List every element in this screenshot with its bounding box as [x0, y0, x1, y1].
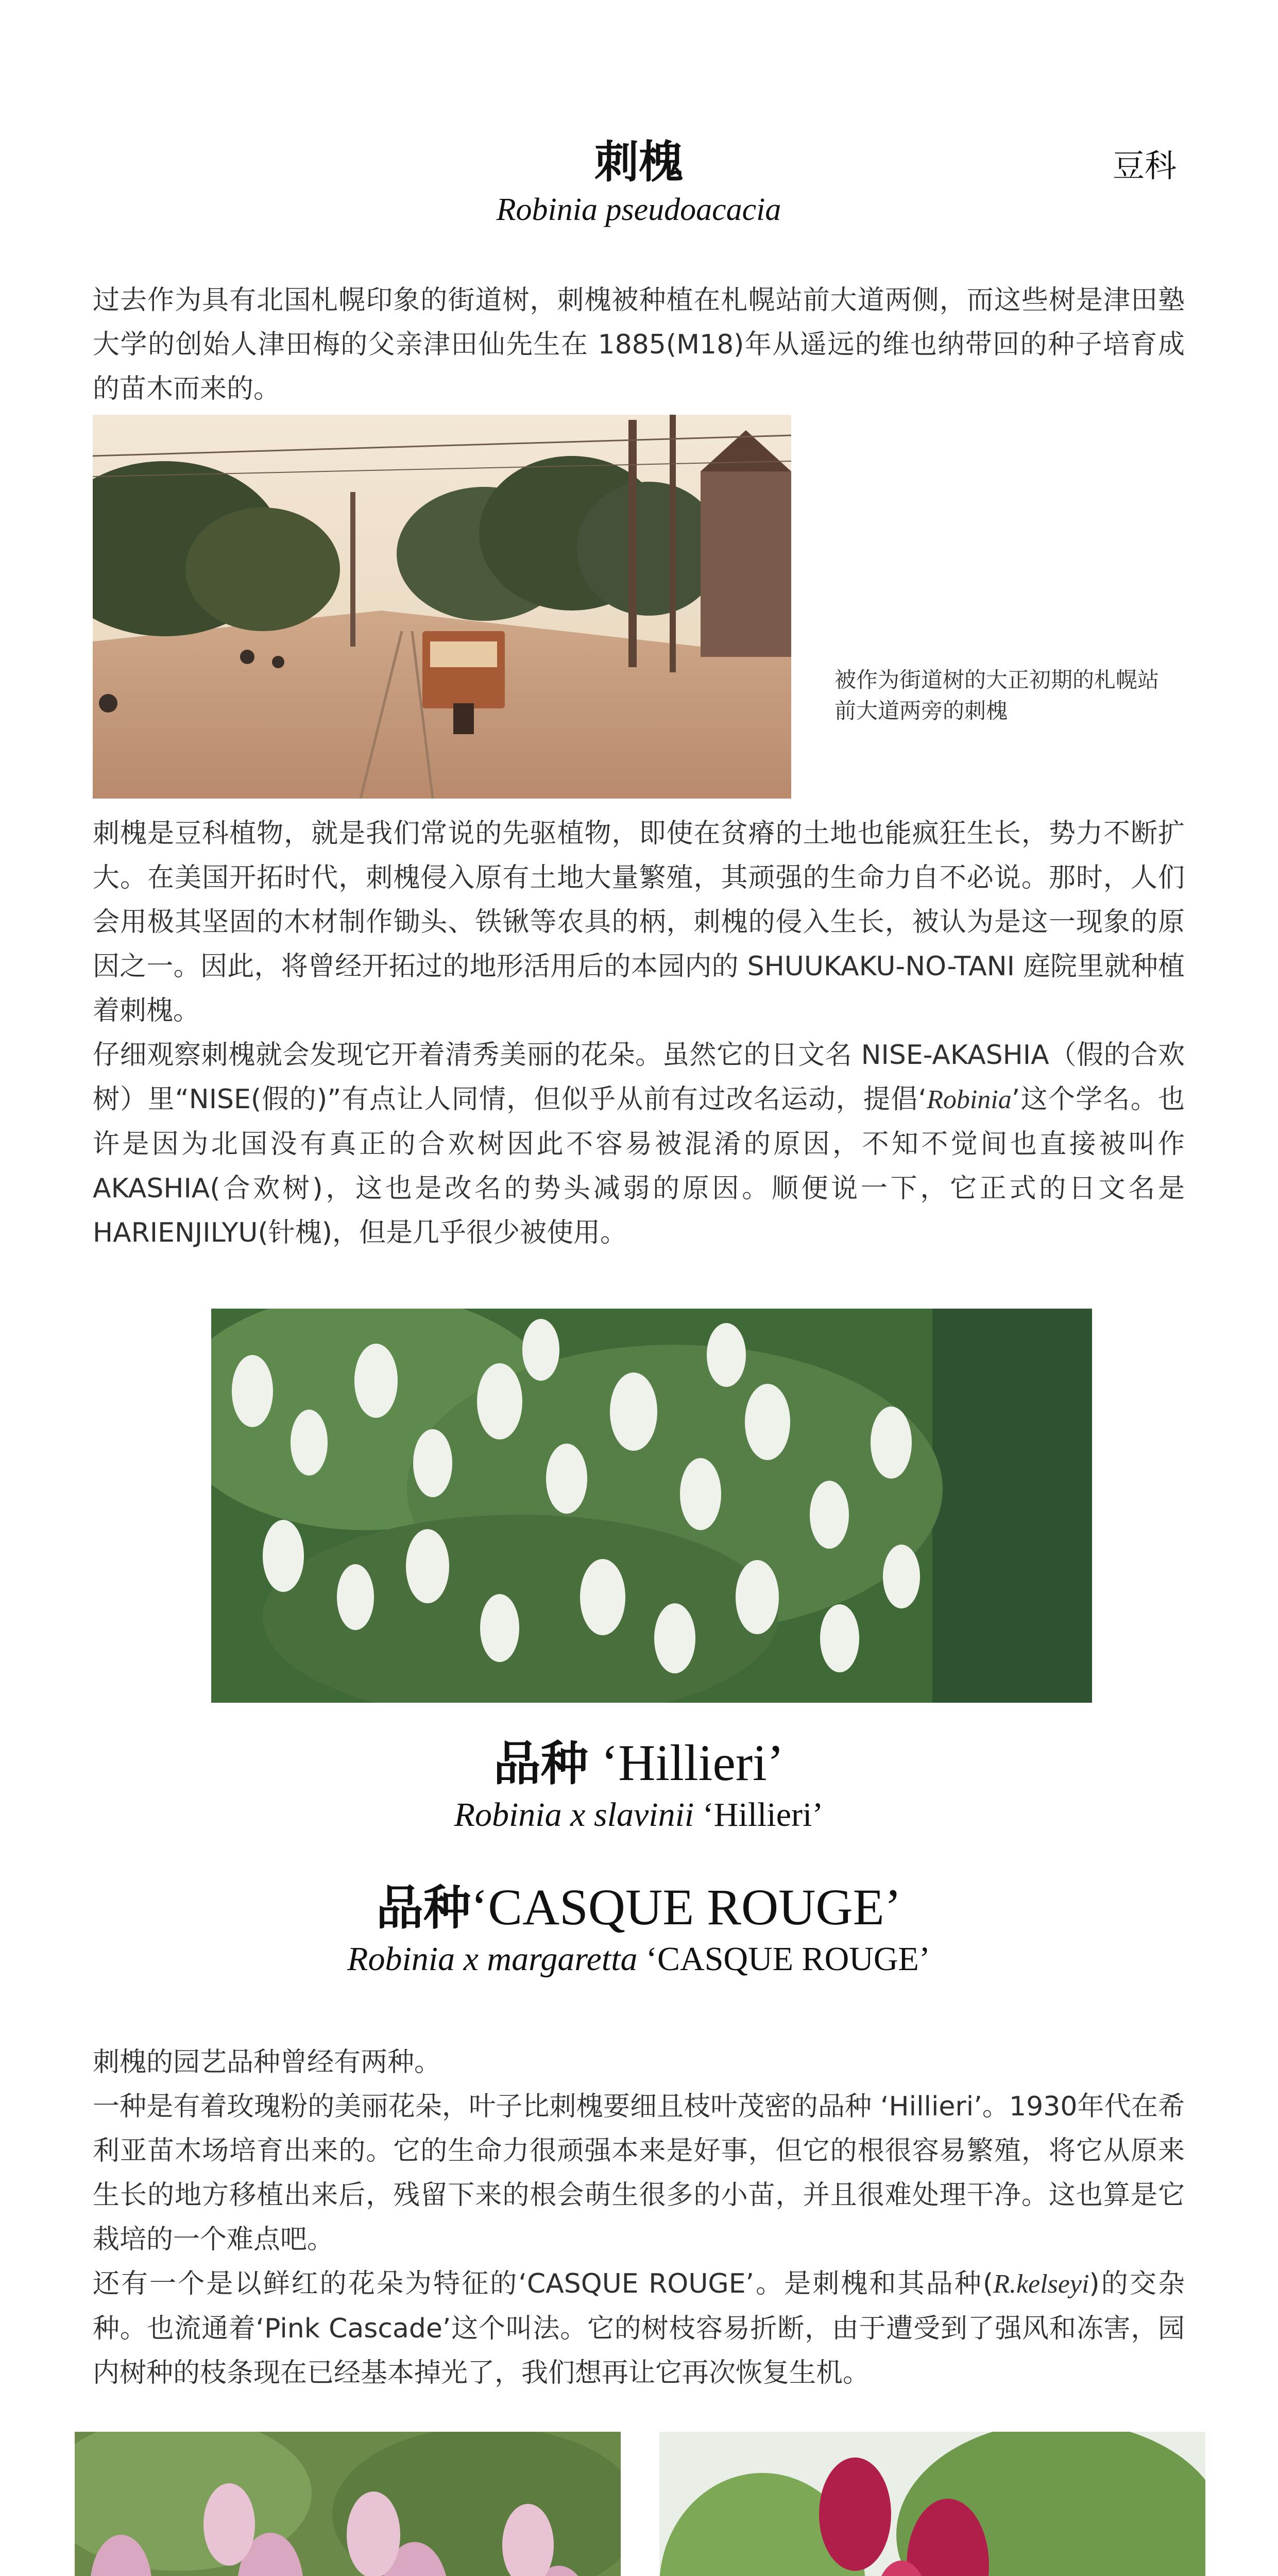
- intro-text: 过去作为具有北国札幌印象的街道树，刺槐被种植在札幌站前大道两侧，而这些树是津田塾大学的创始人津田梅的父亲津田仙先生在 1885(M18)年从遥远的维也纳带回的种子培育成的苗木而来的。: [93, 285, 1185, 404]
- intro-paragraph: [93, 278, 1185, 411]
- kelseyi-italic: R.kelseyi: [993, 2269, 1089, 2299]
- white-flowers-photo: [211, 1309, 1092, 1703]
- body-paragraph-2-b: ’这个学名。也许是因为北国没有真正的合欢树因此不容易被混淆的原因，不知不觉间也直接被叫作 AKASHIA(合欢树)，这也是改名的势头减弱的原因。顺便说一下，它正式的日文名是 HARIENJILYU(针槐)，但是几乎很少被使用。: [93, 1084, 1185, 1248]
- body-paragraph-2: [93, 1033, 1185, 1255]
- body-paragraph-2-a: 仔细观察刺槐就会发现它开着清秀美丽的花朵。虽然它的日文名 NISE-AKASHIA（假的合欢树）里“NISE(假的)”有点让人同情，但似乎从前有过改名运动，提倡‘: [93, 1040, 1185, 1115]
- cultivars-line-1: 刺槐的园艺品种曾经有两种。: [93, 2047, 441, 2078]
- cultivars-line-3-a: 还有一个是以鲜红的花朵为特征的‘CASQUE ROUGE’。是刺槐和其品种(: [93, 2268, 994, 2299]
- cultivar-hillieri-heading: [227, 1726, 1051, 1794]
- cultivar-casque-rouge-heading: [175, 1870, 1102, 1938]
- scientific-name: Robinia pseudoacacia: [496, 192, 781, 227]
- cultivar-casque-rouge-latin-name: Robinia x margaretta: [347, 1940, 638, 1978]
- cultivars-paragraphs: [93, 2040, 1185, 2395]
- cultivars-line-2: 一种是有着玫瑰粉的美丽花朵，叶子比刺槐要细且枝叶茂密的品种 ‘Hillieri’。1930年代在希利亚苗木场培育出来的。它的生命力很顽强本来是好事，但它的根很容易繁殖，将它从原来生长的地方移植出来后，残留下来的根会萌生很多的小苗，并且很难处理干净。这也算是它栽培的一个难点吧。: [93, 2091, 1185, 2255]
- historic-street-photo: [93, 415, 791, 799]
- plant-family: 豆科: [1113, 147, 1177, 184]
- body-paragraphs: [93, 811, 1185, 1255]
- pink-flowers-photo: [75, 2432, 621, 2576]
- cultivar-hillieri-heading-cjk: 品种: [493, 1736, 588, 1791]
- cultivar-hillieri-cultivar: ‘Hillieri’: [694, 1796, 824, 1834]
- cultivar-casque-rouge-heading-name: ‘CASQUE ROUGE’: [470, 1878, 902, 1936]
- cultivar-casque-rouge-latin: [175, 1940, 1102, 1979]
- cultivars-line-3: [93, 2262, 1185, 2395]
- cultivar-hillieri-latin: [227, 1795, 1051, 1835]
- red-flowers-photo: [659, 2432, 1205, 2576]
- cultivar-hillieri-latin-name: Robinia x slavinii: [454, 1796, 694, 1834]
- historic-street-caption: 被作为街道树的大正初期的札幌站前大道两旁的刺槐: [834, 667, 1160, 723]
- cultivar-casque-rouge-heading-cjk: 品种: [376, 1880, 471, 1936]
- page-title: 刺槐: [594, 137, 683, 188]
- cultivar-hillieri-heading-name: ‘Hillieri’: [588, 1734, 785, 1791]
- robinia-italic: Robinia: [927, 1085, 1012, 1114]
- body-paragraph-1: 刺槐是豆科植物，就是我们常说的先驱植物，即使在贫瘠的土地也能疯狂生长，势力不断扩大。在美国开拓时代，刺槐侵入原有土地大量繁殖，其顽强的生命力自不必说。那时，人们会用极其坚固的木材制作锄头、铁锹等农具的柄，刺槐的侵入生长，被认为是这一现象的原因之一。因此，将曾经开拓过的地形活用后的本园内的 SHUUKAKU-NO-TANI 庭院里就种植着刺槐。: [93, 818, 1185, 1026]
- cultivars-line-3-b: )的交杂种。也流通着‘Pink Cascade’这个叫法。它的树枝容易折断，由于遭受到了强风和冻害，园内树种的枝条现在已经基本掉光了，我们想再让它再次恢复生机。: [93, 2268, 1185, 2388]
- cultivar-casque-rouge-cultivar: ‘CASQUE ROUGE’: [637, 1940, 930, 1978]
